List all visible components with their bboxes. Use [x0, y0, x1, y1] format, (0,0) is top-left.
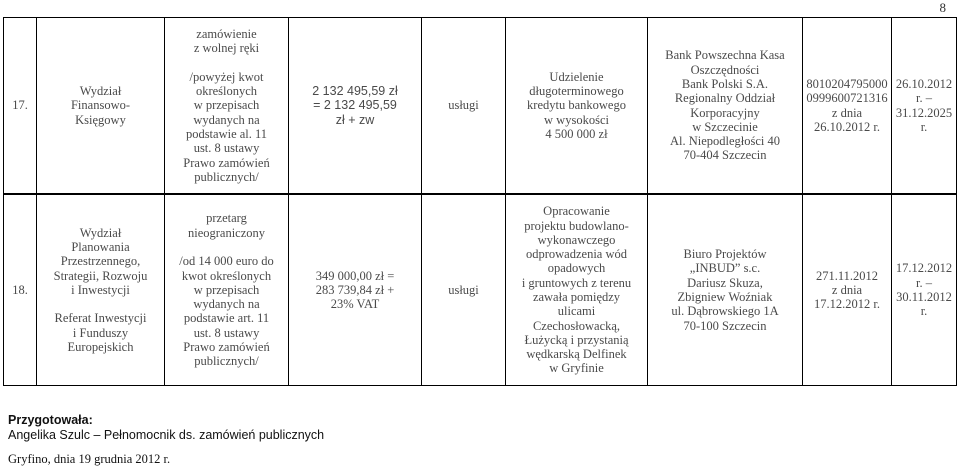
contract-type: usługi — [422, 195, 506, 386]
contract-number: 271.11.2012 z dnia 17.12.2012 r. — [803, 195, 892, 386]
contractor: Biuro Projektów „INBUD” s.c. Dariusz Skuza, Zbigniew Woźniak ul. Dąbrowskiego 1A 70-100 Szczecin — [648, 195, 803, 386]
contract-subject: Udzielenie długoterminowego kredytu bankowego w wysokości 4 500 000 zł — [506, 18, 648, 194]
contractor: Bank Powszechna Kasa Oszczędności Bank Polski S.A. Regionalny Oddział Korporacyjny w Szczecinie Al. Niepodległości 40 70-404 Szczecin — [648, 18, 803, 194]
contract-number: 8010204795000 0999600721316 z dnia 26.10.2012 r. — [803, 18, 892, 194]
row-number: 17. — [4, 18, 37, 194]
contracts-register-table — [3, 17, 957, 386]
contract-period: 26.10.2012 r. – 31.12.2025 r. — [892, 18, 957, 194]
contract-amount: 349 000,00 zł = 283 739,84 zł + 23% VAT — [289, 195, 422, 386]
contract-period: 17.12.2012 r. – 30.11.2012 r. — [892, 195, 957, 386]
procurement-mode: zamówienie z wolnej ręki /powyżej kwot określonych w przepisach wydanych na podstawie al. 11 ust. 8 ustawy Prawo zamówień publicznych/ — [165, 18, 289, 194]
contract-type: usługi — [422, 18, 506, 194]
prepared-by-name: Angelika Szulc – Pełnomocnik ds. zamówień publicznych — [8, 428, 325, 442]
table-row — [4, 195, 957, 386]
contract-amount: 2 132 495,59 zł = 2 132 495,59 zł + zw — [289, 18, 422, 194]
document-footer — [8, 413, 324, 467]
place-and-date: Gryfino, dnia 19 grudnia 2012 r. — [8, 452, 171, 466]
prepared-by-label: Przygotowała: — [8, 413, 93, 427]
page-number: 8 — [939, 0, 946, 15]
contract-subject: Opracowanie projektu budowlano- wykonawczego odprowadzenia wód opadowych i gruntowych z terenu zawała pomiędzy ulicami Czechosłowacką, Łużycką i przystanią wędkarską Delfinek w Gryfinie — [506, 195, 648, 386]
procurement-mode: przetarg nieograniczony /od 14 000 euro do kwot określonych w przepisach wydanych na podstawie art. 11 ust. 8 ustawy Prawo zamówień publicznych/ — [165, 195, 289, 386]
organizational-unit: Wydział Planowania Przestrzennego, Strategii, Rozwoju i Inwestycji Referat Inwestycji i Funduszy Europejskich — [37, 195, 165, 386]
row-number: 18. — [4, 195, 37, 386]
organizational-unit: Wydział Finansowo- Księgowy — [37, 18, 165, 194]
table-row — [4, 18, 957, 194]
